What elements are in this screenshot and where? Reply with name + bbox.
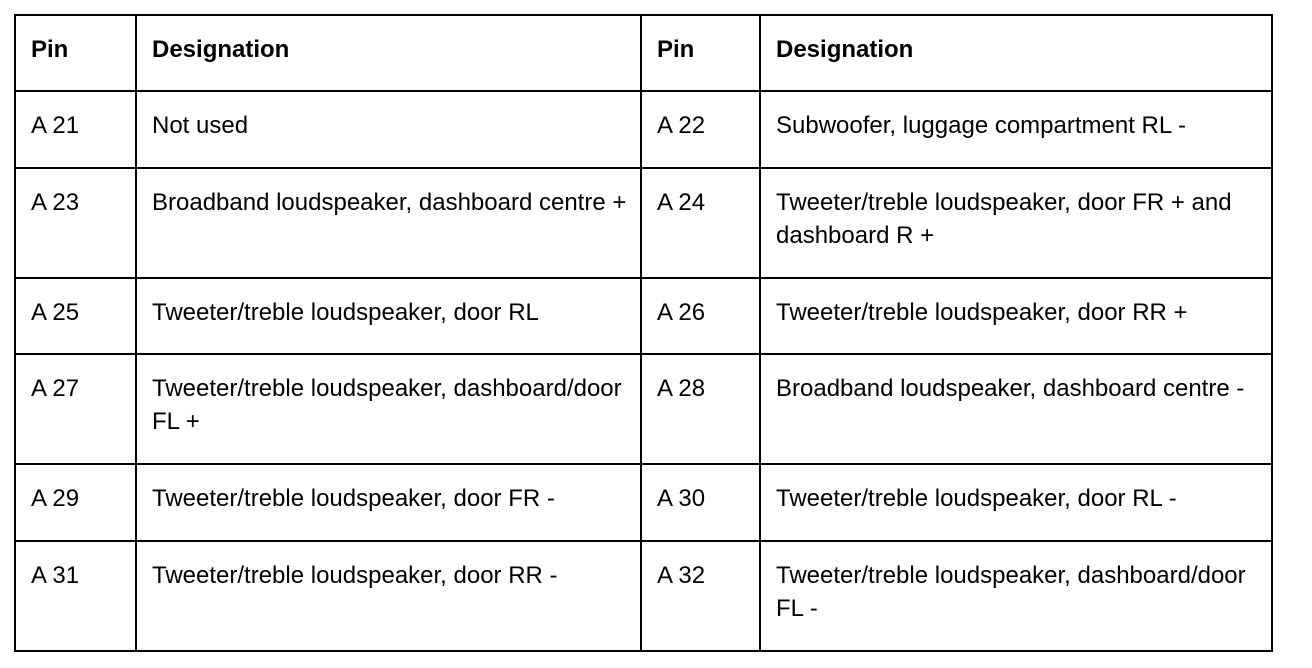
header-designation: Designation	[136, 15, 641, 91]
designation-cell: Not used	[136, 91, 641, 168]
table-header-row	[15, 15, 1272, 91]
designation-cell: Tweeter/treble loudspeaker, dashboard/door FL -	[760, 541, 1272, 651]
designation-cell: Tweeter/treble loudspeaker, door FR + and dashboard R +	[760, 168, 1272, 278]
pin-cell: A 28	[641, 354, 760, 464]
pin-cell: A 32	[641, 541, 760, 651]
designation-cell: Tweeter/treble loudspeaker, door RR -	[136, 541, 641, 651]
pin-cell: A 31	[15, 541, 136, 651]
designation-cell: Tweeter/treble loudspeaker, dashboard/door FL +	[136, 354, 641, 464]
table-row	[15, 168, 1272, 278]
pin-cell: A 30	[641, 464, 760, 541]
table-row	[15, 278, 1272, 354]
designation-cell: Tweeter/treble loudspeaker, door RL -	[760, 464, 1272, 541]
designation-cell: Broadband loudspeaker, dashboard centre -	[760, 354, 1272, 464]
pin-cell: A 29	[15, 464, 136, 541]
pin-cell: A 22	[641, 91, 760, 168]
designation-cell: Broadband loudspeaker, dashboard centre +	[136, 168, 641, 278]
header-pin: Pin	[641, 15, 760, 91]
pin-cell: A 25	[15, 278, 136, 354]
table-row	[15, 354, 1272, 464]
table-row	[15, 464, 1272, 541]
pin-cell: A 23	[15, 168, 136, 278]
header-designation: Designation	[760, 15, 1272, 91]
pin-cell: A 26	[641, 278, 760, 354]
header-pin: Pin	[15, 15, 136, 91]
designation-cell: Tweeter/treble loudspeaker, door FR -	[136, 464, 641, 541]
pin-cell: A 24	[641, 168, 760, 278]
designation-cell: Tweeter/treble loudspeaker, door RR +	[760, 278, 1272, 354]
table-row	[15, 91, 1272, 168]
designation-cell: Tweeter/treble loudspeaker, door RL	[136, 278, 641, 354]
pin-cell: A 27	[15, 354, 136, 464]
pin-cell: A 21	[15, 91, 136, 168]
pin-designation-table	[14, 14, 1273, 652]
designation-cell: Subwoofer, luggage compartment RL -	[760, 91, 1272, 168]
table-row	[15, 541, 1272, 651]
